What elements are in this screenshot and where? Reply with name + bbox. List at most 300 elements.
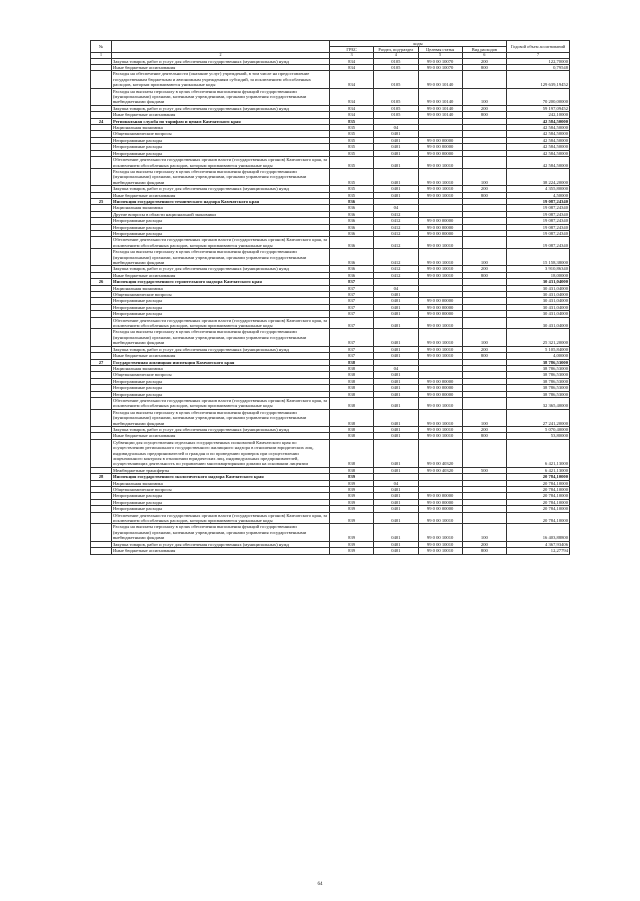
row-cs: 99 0 00 00000	[418, 506, 462, 512]
row-name: Общеэкономические вопросы	[112, 131, 330, 137]
row-grbs: 836	[330, 230, 374, 236]
row-vr	[462, 317, 506, 329]
row-grbs: 839	[330, 524, 374, 541]
row-name: Субвенции для осуществления отдельных государственных полномочий Камчатского края по осуществлению регионального государственного жилищного надзора в отношении юридических лиц, индивидуальных предпринимателей и граждан и по проведению проверок при осуществлении лицензионного контроля в отношении юридических лиц, индивидуальных предпринимателей, осуществляющих деятельность по управлению многоквартирными домами на основании лицензии	[112, 439, 330, 467]
row-grbs: 836	[330, 266, 374, 272]
row-rz: 0401	[374, 548, 418, 554]
row-grbs: 837	[330, 329, 374, 346]
row-cs: 99 0 00 10140	[418, 105, 462, 111]
row-vr: 200	[462, 541, 506, 547]
row-grbs: 837	[330, 353, 374, 359]
row-cs: 99 0 00 00000	[418, 391, 462, 397]
row-rz: 0401	[374, 467, 418, 473]
index-cell: 7	[507, 53, 570, 59]
row-sum: 27 241,20000	[507, 409, 570, 426]
row-grbs: 837	[330, 317, 374, 329]
row-sum: 6 421,13000	[507, 439, 570, 467]
row-grbs: 836	[330, 272, 374, 278]
table-row	[91, 329, 570, 346]
row-num: 27	[91, 359, 112, 365]
row-rz: 04	[374, 285, 418, 291]
row-sum: 20 784,10000	[507, 493, 570, 499]
row-grbs: 834	[330, 71, 374, 88]
row-name: Закупка товаров, работ и услуг для обеспечения государственных (муниципальных) нужд	[112, 58, 330, 64]
row-grbs: 839	[330, 499, 374, 505]
row-sum: 18,00000	[507, 272, 570, 278]
row-grbs: 834	[330, 112, 374, 118]
row-name: Иные бюджетные ассигнования	[112, 433, 330, 439]
row-cs: 99 0 00 00000	[418, 304, 462, 310]
row-rz: 0401	[374, 409, 418, 426]
row-sum: 5 105,84000	[507, 346, 570, 352]
row-name: Региональная служба по тарифам и ценам Камчатского края	[112, 118, 330, 124]
row-sum: 42 584,50000	[507, 118, 570, 124]
table-body	[91, 58, 570, 554]
row-cs: 99 0 00 00000	[418, 230, 462, 236]
row-vr	[462, 157, 506, 169]
row-cs: 99 0 00 00000	[418, 224, 462, 230]
row-grbs: 835	[330, 186, 374, 192]
row-num	[91, 88, 112, 105]
row-cs: 99 0 00 40320	[418, 467, 462, 473]
row-rz: 0401	[374, 144, 418, 150]
row-grbs: 836	[330, 198, 374, 204]
row-name: Обеспечение деятельности государственных органов власти (государственных органов) Камчатского края, за исключением обособленных расходов, которым присваиваются уникальные коды	[112, 512, 330, 524]
row-cs: 99 0 00 10010	[418, 237, 462, 249]
row-rz: 0401	[374, 186, 418, 192]
row-grbs: 836	[330, 249, 374, 266]
row-grbs: 836	[330, 237, 374, 249]
row-cs: 99 0 00 10010	[418, 541, 462, 547]
row-rz: 0401	[374, 157, 418, 169]
row-grbs: 838	[330, 365, 374, 371]
row-sum: 5 070,40000	[507, 426, 570, 432]
row-grbs: 837	[330, 311, 374, 317]
row-rz: 04	[374, 365, 418, 371]
row-vr: 200	[462, 346, 506, 352]
header-sum: Годовой объем ассигнований	[507, 41, 570, 53]
row-rz: 0401	[374, 192, 418, 198]
row-cs: 99 0 00 10010	[418, 426, 462, 432]
row-vr: 800	[462, 65, 506, 71]
row-name: Обеспечение деятельности государственных органов власти (государственных органов) Камчатского края, за исключением обособленных расходов, которым присваиваются уникальные коды	[112, 157, 330, 169]
row-vr: 200	[462, 58, 506, 64]
row-grbs: 838	[330, 372, 374, 378]
row-rz: 0105	[374, 58, 418, 64]
row-vr	[462, 512, 506, 524]
row-sum: 38 786,53000	[507, 378, 570, 384]
row-name: Непрограммные расходы	[112, 224, 330, 230]
row-rz: 0401	[374, 433, 418, 439]
row-sum: 4,50000	[507, 192, 570, 198]
row-rz: 0401	[374, 131, 418, 137]
row-vr: 800	[462, 548, 506, 554]
row-name: Другие вопросы в области национальной экономики	[112, 211, 330, 217]
row-name: Закупка товаров, работ и услуг для обеспечения государственных (муниципальных) нужд	[112, 426, 330, 432]
row-num: 28	[91, 474, 112, 480]
row-num	[91, 317, 112, 329]
row-grbs: 839	[330, 474, 374, 480]
row-rz: 04	[374, 125, 418, 131]
row-rz: 0401	[374, 487, 418, 493]
row-grbs: 834	[330, 58, 374, 64]
row-name: Непрограммные расходы	[112, 378, 330, 384]
row-num	[91, 329, 112, 346]
row-name: Национальная экономика	[112, 365, 330, 371]
table-row	[91, 88, 570, 105]
row-grbs: 838	[330, 391, 374, 397]
row-vr: 200	[462, 186, 506, 192]
header-rz: Раздел, под-раздел	[374, 47, 418, 53]
row-rz: 0401	[374, 304, 418, 310]
row-grbs: 837	[330, 298, 374, 304]
row-sum: 42 584,50000	[507, 150, 570, 156]
row-num	[91, 168, 112, 185]
row-sum: 20 784,10000	[507, 487, 570, 493]
row-name: Расходы на выплаты персоналу в целях обеспечения выполнения функций государственными (муниципальными) органами, казенными учреждениями, органами управления государственными внебюджетными фондами	[112, 88, 330, 105]
row-grbs: 838	[330, 433, 374, 439]
row-num	[91, 249, 112, 266]
row-name: Непрограммные расходы	[112, 385, 330, 391]
row-cs: 99 0 00 00000	[418, 311, 462, 317]
row-cs: 99 0 00 00000	[418, 499, 462, 505]
row-rz: 04	[374, 480, 418, 486]
row-name: Иные бюджетные ассигнования	[112, 65, 330, 71]
header-name	[112, 41, 330, 53]
row-cs: 99 0 00 10140	[418, 88, 462, 105]
table-row	[91, 317, 570, 329]
row-cs: 99 0 00 10010	[418, 346, 462, 352]
row-cs: 99 0 00 10010	[418, 409, 462, 426]
row-rz: 0401	[374, 499, 418, 505]
row-name: Иные бюджетные ассигнования	[112, 192, 330, 198]
row-vr	[462, 71, 506, 88]
row-sum: 42 584,50000	[507, 125, 570, 131]
row-num	[91, 71, 112, 88]
row-rz: 0401	[374, 385, 418, 391]
row-sum: 20 784,10000	[507, 474, 570, 480]
row-name: Расходы на выплаты персоналу в целях обеспечения выполнения функций государственными (муниципальными) органами, казенными учреждениями, органами управления государственными внебюджетными фондами	[112, 524, 330, 541]
header-cs: Целевая статья	[418, 47, 462, 53]
row-vr	[462, 237, 506, 249]
row-grbs: 836	[330, 224, 374, 230]
row-grbs: 839	[330, 506, 374, 512]
row-grbs: 837	[330, 285, 374, 291]
row-rz: 0401	[374, 506, 418, 512]
row-sum: 38 786,53000	[507, 365, 570, 371]
row-num: 26	[91, 279, 112, 285]
row-rz: 0105	[374, 105, 418, 111]
row-name: Закупка товаров, работ и услуг для обеспечения государственных (муниципальных) нужд	[112, 266, 330, 272]
table-row	[91, 512, 570, 524]
row-name: Иные бюджетные ассигнования	[112, 112, 330, 118]
row-sum: 15 158,38000	[507, 249, 570, 266]
header-num: №	[91, 41, 112, 53]
row-vr: 200	[462, 105, 506, 111]
row-cs: 99 0 00 10010	[418, 433, 462, 439]
row-cs: 99 0 00 10010	[418, 157, 462, 169]
row-name: Расходы на выплаты персоналу в целях обеспечения выполнения функций государственными (муниципальными) органами, казенными учреждениями, органами управления государственными внебюджетными фондами	[112, 168, 330, 185]
row-rz: 0412	[374, 230, 418, 236]
row-cs: 99 0 00 00000	[418, 298, 462, 304]
row-cs: 99 0 00 40320	[418, 439, 462, 467]
row-sum: 38 224,20000	[507, 168, 570, 185]
row-grbs: 836	[330, 218, 374, 224]
table-row	[91, 249, 570, 266]
row-cs: 99 0 00 10010	[418, 168, 462, 185]
row-vr	[462, 439, 506, 467]
row-grbs: 837	[330, 346, 374, 352]
row-cs: 99 0 00 10140	[418, 112, 462, 118]
row-name: Инспекция государственного экологического надзора Камчатского края	[112, 474, 330, 480]
row-sum: 59 197,09452	[507, 105, 570, 111]
row-rz: 0401	[374, 541, 418, 547]
row-vr: 800	[462, 353, 506, 359]
row-rz: 0401	[374, 150, 418, 156]
row-sum: 38 786,53000	[507, 372, 570, 378]
row-name: Расходы на выплаты персоналу в целях обеспечения выполнения функций государственными (муниципальными) органами, казенными учреждениями, органами управления государственными внебюджетными фондами	[112, 249, 330, 266]
row-cs: 99 0 00 00000	[418, 378, 462, 384]
row-sum: 242,10000	[507, 112, 570, 118]
table-row	[91, 397, 570, 409]
row-grbs: 835	[330, 131, 374, 137]
table-row	[91, 548, 570, 554]
row-name: Расходы на обеспечение деятельности (оказание услуг) учреждений, в том числе на предоставление государственным бюджетным и автономным учреждениям субсидий, за исключением обособленных расходов, которым присваиваются уникальные коды	[112, 71, 330, 88]
row-grbs: 838	[330, 467, 374, 473]
row-rz: 0412	[374, 218, 418, 224]
row-sum: 20 784,10000	[507, 512, 570, 524]
row-cs: 99 0 00 10010	[418, 186, 462, 192]
table-row	[91, 439, 570, 467]
row-rz: 0401	[374, 391, 418, 397]
row-name: Общеэкономические вопросы	[112, 372, 330, 378]
row-name: Непрограммные расходы	[112, 391, 330, 397]
row-num	[91, 524, 112, 541]
row-grbs: 835	[330, 168, 374, 185]
row-name: Национальная экономика	[112, 285, 330, 291]
row-rz: 0401	[374, 524, 418, 541]
row-name: Обеспечение деятельности государственных органов власти (государственных органов) Камчатского края, за исключением обособленных расходов, которым присваиваются уникальные коды	[112, 397, 330, 409]
row-rz: 0412	[374, 272, 418, 278]
row-sum: 20 784,10000	[507, 480, 570, 486]
row-rz: 0105	[374, 71, 418, 88]
row-name: Национальная экономика	[112, 480, 330, 486]
row-grbs: 839	[330, 493, 374, 499]
row-grbs: 838	[330, 409, 374, 426]
row-name: Государственная жилищная инспекция Камчатского края	[112, 359, 330, 365]
row-rz: 0401	[374, 426, 418, 432]
row-name: Непрограммные расходы	[112, 137, 330, 143]
row-rz: 0401	[374, 372, 418, 378]
row-sum: 4 367,93406	[507, 541, 570, 547]
row-name: Общеэкономические вопросы	[112, 487, 330, 493]
row-grbs: 837	[330, 304, 374, 310]
row-cs: 99 0 00 10010	[418, 353, 462, 359]
index-cell: 5	[418, 53, 462, 59]
row-num	[91, 237, 112, 249]
row-sum: 30 431,04000	[507, 292, 570, 298]
row-rz: 0401	[374, 317, 418, 329]
row-name: Непрограммные расходы	[112, 230, 330, 236]
row-sum: 25 321,20000	[507, 329, 570, 346]
row-cs: 99 0 00 10010	[418, 548, 462, 554]
row-name: Закупка товаров, работ и услуг для обеспечения государственных (муниципальных) нужд	[112, 541, 330, 547]
row-vr: 100	[462, 88, 506, 105]
row-grbs: 835	[330, 144, 374, 150]
header-grbs: ГРБС	[330, 47, 374, 53]
row-sum: 4 355,80000	[507, 186, 570, 192]
index-cell: 4	[374, 53, 418, 59]
row-num	[91, 409, 112, 426]
row-rz: 0401	[374, 168, 418, 185]
row-sum: 6 421,13000	[507, 467, 570, 473]
page-number: 64	[317, 882, 323, 887]
row-name: Инспекция государственного строительного надзора Камчатского края	[112, 279, 330, 285]
row-cs: 99 0 00 10010	[418, 397, 462, 409]
row-sum: 0,79548	[507, 65, 570, 71]
index-cell: 2	[112, 53, 330, 59]
row-grbs: 838	[330, 439, 374, 467]
row-grbs: 839	[330, 548, 374, 554]
row-sum: 38 786,53000	[507, 385, 570, 391]
row-cs: 99 0 00 00000	[418, 493, 462, 499]
row-grbs: 837	[330, 279, 374, 285]
row-cs: 99 0 00 10010	[418, 512, 462, 524]
row-name: Инспекция государственного технического надзора Камчатского края	[112, 198, 330, 204]
row-name: Обеспечение деятельности государственных органов власти (государственных органов) Камчатского края, за исключением обособленных расходов, которым присваиваются уникальные коды	[112, 237, 330, 249]
row-sum: 30 431,04000	[507, 285, 570, 291]
row-cs: 99 0 00 10010	[418, 266, 462, 272]
row-sum: 30 431,04000	[507, 298, 570, 304]
row-name: Иные бюджетные ассигнования	[112, 548, 330, 554]
table-row	[91, 409, 570, 426]
row-num	[91, 512, 112, 524]
row-cs: 99 0 00 10070	[418, 58, 462, 64]
row-sum: 42 584,50000	[507, 144, 570, 150]
row-sum: 53,80000	[507, 433, 570, 439]
row-sum: 122,70000	[507, 58, 570, 64]
row-sum: 32 365,40000	[507, 397, 570, 409]
row-vr: 100	[462, 409, 506, 426]
row-rz: 0401	[374, 311, 418, 317]
row-num: 24	[91, 118, 112, 124]
row-sum: 4,00000	[507, 353, 570, 359]
row-vr: 500	[462, 467, 506, 473]
row-cs: 99 0 00 00000	[418, 218, 462, 224]
row-cs: 99 0 00 10070	[418, 65, 462, 71]
row-sum: 19 087,24340	[507, 230, 570, 236]
row-grbs: 838	[330, 397, 374, 409]
header-codes: коды	[330, 41, 507, 47]
row-rz: 0401	[374, 329, 418, 346]
row-grbs: 834	[330, 88, 374, 105]
row-rz: 0401	[374, 439, 418, 467]
table-row	[91, 71, 570, 88]
row-rz: 0412	[374, 249, 418, 266]
row-grbs: 835	[330, 192, 374, 198]
row-name: Непрограммные расходы	[112, 150, 330, 156]
row-sum: 20 784,10000	[507, 506, 570, 512]
row-rz: 0401	[374, 353, 418, 359]
row-rz: 0401	[374, 493, 418, 499]
row-sum: 19 087,24340	[507, 237, 570, 249]
row-cs: 99 0 00 00000	[418, 150, 462, 156]
row-grbs: 835	[330, 137, 374, 143]
row-rz: 0412	[374, 266, 418, 272]
row-name: Непрограммные расходы	[112, 311, 330, 317]
table-row	[91, 157, 570, 169]
row-name: Расходы на выплаты персоналу в целях обеспечения выполнения функций государственными (муниципальными) органами, казенными учреждениями, органами управления государственными внебюджетными фондами	[112, 409, 330, 426]
row-sum: 19 087,24340	[507, 205, 570, 211]
row-sum: 16 403,88800	[507, 524, 570, 541]
row-rz: 0105	[374, 65, 418, 71]
row-cs: 99 0 00 10140	[418, 71, 462, 88]
row-num: 25	[91, 198, 112, 204]
row-grbs: 835	[330, 157, 374, 169]
row-rz: 0401	[374, 378, 418, 384]
row-sum: 30 431,04000	[507, 279, 570, 285]
row-name: Непрограммные расходы	[112, 506, 330, 512]
row-sum: 30 431,04000	[507, 317, 570, 329]
row-grbs: 835	[330, 150, 374, 156]
row-name: Общеэкономические вопросы	[112, 292, 330, 298]
row-sum: 20 784,10000	[507, 499, 570, 505]
budget-page	[90, 40, 570, 555]
row-cs: 99 0 00 00000	[418, 137, 462, 143]
row-cs: 99 0 00 00000	[418, 144, 462, 150]
budget-table	[90, 40, 570, 555]
row-sum: 30 431,04000	[507, 311, 570, 317]
row-rz: 0401	[374, 292, 418, 298]
row-grbs: 834	[330, 105, 374, 111]
row-sum: 19 087,24340	[507, 211, 570, 217]
row-grbs: 838	[330, 426, 374, 432]
row-num	[91, 397, 112, 409]
row-name: Обеспечение деятельности государственных органов власти (государственных органов) Камчатского края, за исключением обособленных расходов, которым присваиваются уникальные коды	[112, 317, 330, 329]
row-name: Непрограммные расходы	[112, 499, 330, 505]
row-sum: 42 584,50000	[507, 157, 570, 169]
row-name: Закупка товаров, работ и услуг для обеспечения государственных (муниципальных) нужд	[112, 105, 330, 111]
row-grbs: 839	[330, 480, 374, 486]
row-rz: 0401	[374, 397, 418, 409]
row-vr: 100	[462, 329, 506, 346]
row-vr	[462, 397, 506, 409]
header-vr: Вид расходов	[462, 47, 506, 53]
row-name: Межбюджетные трансферты	[112, 467, 330, 473]
row-name: Непрограммные расходы	[112, 144, 330, 150]
row-num	[91, 157, 112, 169]
row-vr: 200	[462, 266, 506, 272]
row-sum: 19 087,24340	[507, 218, 570, 224]
row-sum: 38 786,53000	[507, 391, 570, 397]
row-grbs: 836	[330, 211, 374, 217]
row-sum: 70 200,00000	[507, 88, 570, 105]
row-vr: 800	[462, 192, 506, 198]
row-vr: 100	[462, 249, 506, 266]
index-cell: 3	[330, 53, 374, 59]
row-grbs: 839	[330, 487, 374, 493]
row-grbs: 835	[330, 125, 374, 131]
row-sum: 12,27794	[507, 548, 570, 554]
row-grbs: 838	[330, 359, 374, 365]
row-rz: 0412	[374, 224, 418, 230]
row-vr: 800	[462, 112, 506, 118]
row-grbs: 839	[330, 512, 374, 524]
row-grbs: 838	[330, 385, 374, 391]
row-name: Закупка товаров, работ и услуг для обеспечения государственных (муниципальных) нужд	[112, 346, 330, 352]
row-rz: 0401	[374, 137, 418, 143]
row-grbs: 837	[330, 292, 374, 298]
